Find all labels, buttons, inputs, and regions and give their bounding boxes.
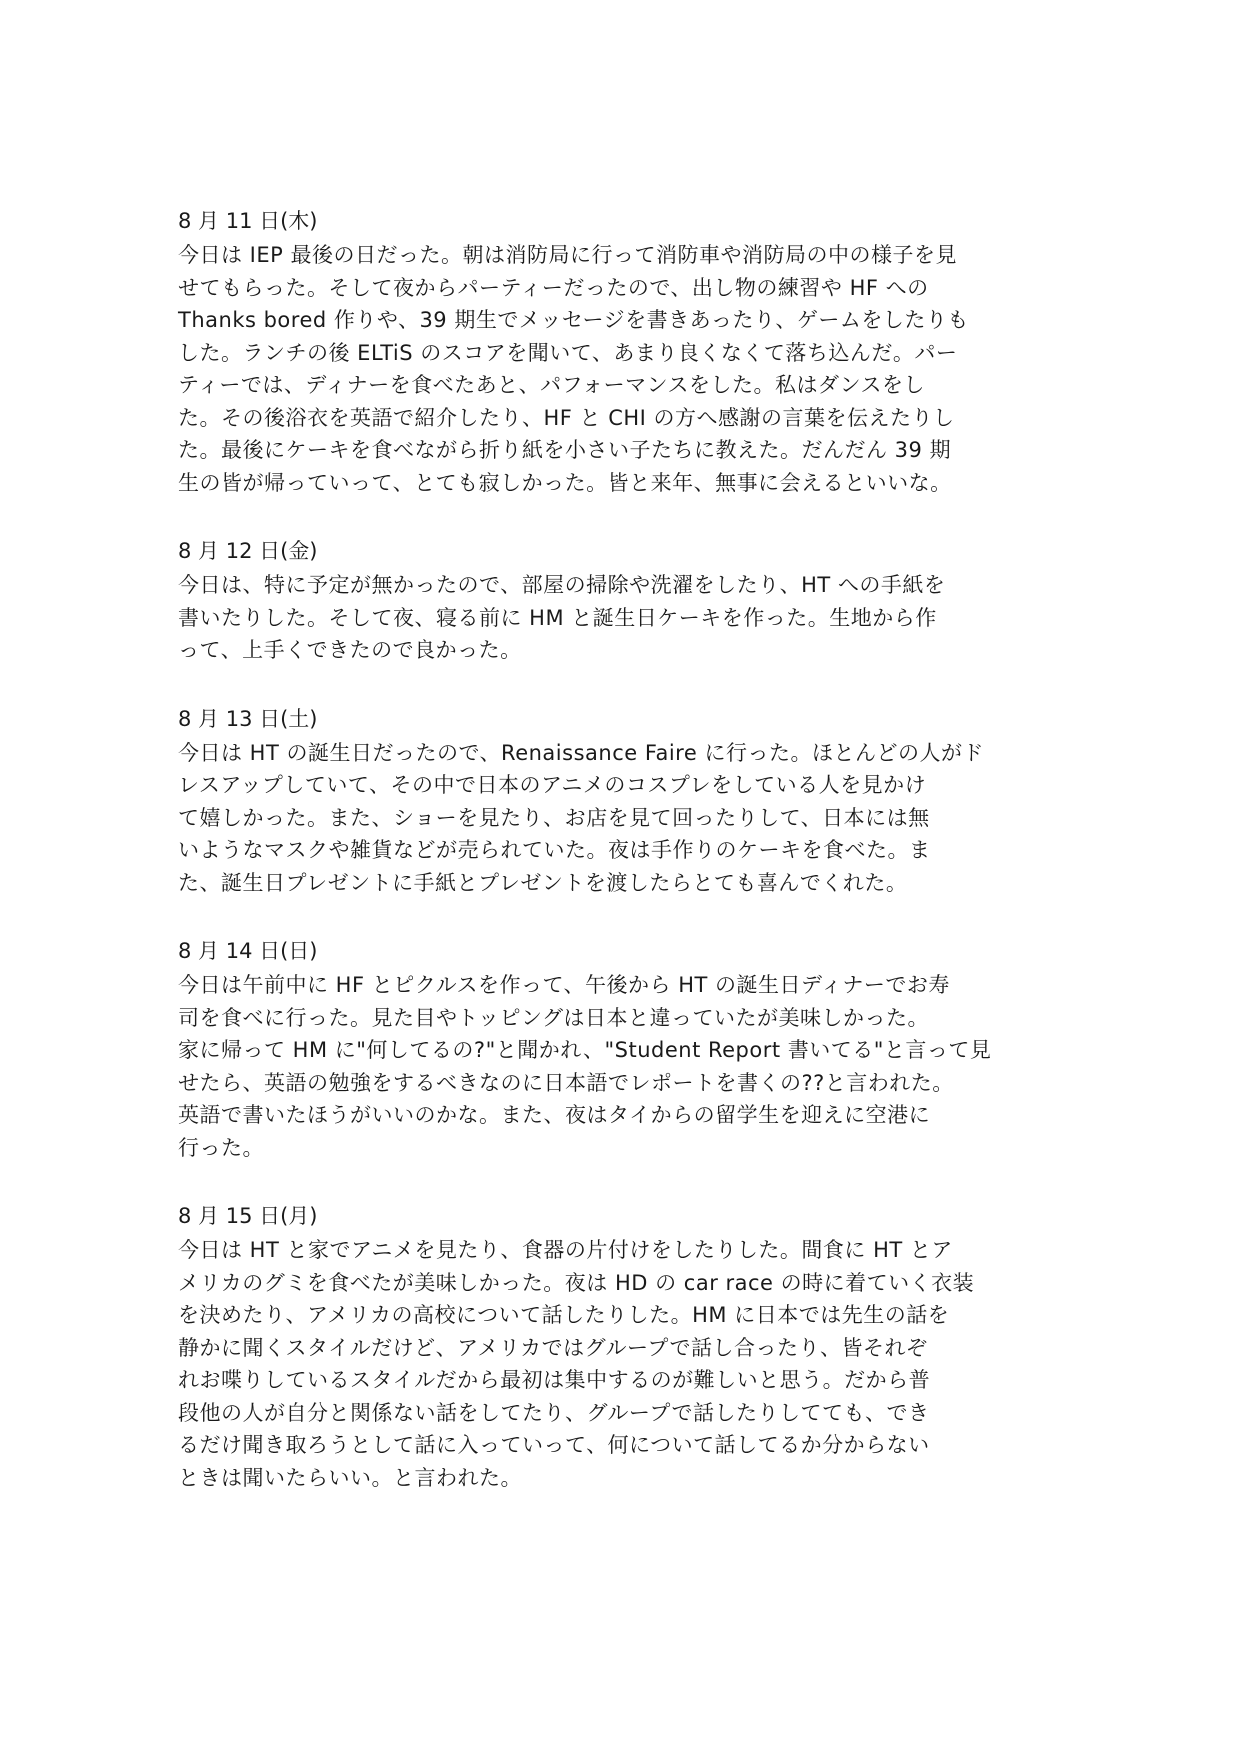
body-line: れお喋りしているスタイルだから最初は集中するのが難しいと思う。だから普 [178, 1368, 931, 1392]
entry-body [178, 1234, 1068, 1494]
entry-date: 8 月 12 日(金) [178, 539, 318, 563]
body-line: 行った。 [178, 1135, 264, 1160]
body-line: Thanks bored 作りや、39 期生でメッセージを書きあったり、ゲームをしたりも [178, 308, 969, 332]
body-line: て嬉しかった。また、ショーを見たり、お店を見て回ったりして、日本には無 [178, 805, 930, 830]
diary-entry-aug-13 [178, 705, 1068, 900]
body-line: た、誕生日プレゼントに手紙とプレゼントを渡したらとても喜んでくれた。 [178, 870, 908, 895]
body-line: 今日は午前中に HF とピクルスを作って、午後から HT の誕生日ディナーでお寿 [178, 973, 950, 997]
body-line: 家に帰って HM に"何してるの?"と聞かれ、"Student Report 書いてる"と言って見 [178, 1038, 992, 1062]
diary-entry-aug-14 [178, 937, 1068, 1164]
entry-date: 8 月 14 日(日) [178, 939, 318, 963]
body-line: 書いたりした。そして夜、寝る前に HM と誕生日ケーキを作った。生地から作 [178, 605, 937, 630]
diary-entry-aug-12 [178, 537, 1068, 667]
body-line: って、上手くできたので良かった。 [178, 638, 522, 662]
body-line: 生の皆が帰っていって、とても寂しかった。皆と来年、無事に会えるといいな。 [178, 470, 952, 495]
body-line: た。最後にケーキを食べながら折り紙を小さい子たちに教えた。だんだん 39 期 [178, 438, 952, 462]
body-line: 今日は、特に予定が無かったので、部屋の掃除や洗濯をしたり、HT への手紙を [178, 573, 946, 597]
entry-body [178, 969, 1068, 1164]
entry-date: 8 月 11 日(木) [178, 209, 318, 233]
body-line: せてもらった。そして夜からパーティーだったので、出し物の練習や HF への [178, 275, 929, 300]
body-line: 今日は HT の誕生日だったので、Renaissance Faire に行った。ほとんどの人がド [178, 740, 984, 765]
body-line: した。ランチの後 ELTiS のスコアを聞いて、あまり良くなくて落ち込んだ。パー [178, 340, 958, 365]
body-line: た。その後浴衣を英語で紹介したり、HF と CHI の方へ感謝の言葉を伝えたりし [178, 405, 955, 430]
entry-date: 8 月 13 日(土) [178, 706, 318, 731]
document-page [178, 207, 1068, 1532]
body-line: るだけ聞き取ろうとして話に入っていって、何について話してるか分からない [178, 1433, 930, 1457]
diary-entry-aug-15 [178, 1202, 1068, 1494]
diary-entry-aug-11 [178, 207, 1068, 499]
body-line: 今日は IEP 最後の日だった。朝は消防局に行って消防車や消防局の中の様子を見 [178, 243, 957, 267]
body-line: メリカのグミを食べたが美味しかった。夜は HD の car race の時に着ていく衣装 [178, 1270, 975, 1295]
body-line: 司を食べに行った。見た目やトッピングは日本と違っていたが美味しかった。 [178, 1005, 930, 1030]
body-line: 英語で書いたほうがいいのかな。また、夜はタイからの留学生を迎えに空港に [178, 1103, 931, 1127]
body-line: を決めたり、アメリカの高校について話したりした。HM に日本では先生の話を [178, 1303, 950, 1327]
body-line: 今日は HT と家でアニメを見たり、食器の片付けをしたりした。間食に HT とア [178, 1238, 953, 1262]
entry-body [178, 239, 1068, 499]
body-line: せたら、英語の勉強をするべきなのに日本語でレポートを書くの??と言われた。 [178, 1070, 954, 1095]
entry-body [178, 569, 1068, 667]
body-line: レスアップしていて、その中で日本のアニメのコスプレをしている人を見かけ [178, 773, 927, 797]
body-line: ときは聞いたらいい。と言われた。 [178, 1465, 522, 1490]
body-line: 段他の人が自分と関係ない話をしてたり、グループで話したりしてても、でき [178, 1400, 930, 1425]
body-line: ティーでは、ディナーを食べたあと、パフォーマンスをした。私はダンスをし [178, 373, 926, 397]
entry-body [178, 737, 1068, 900]
entry-date: 8 月 15 日(月) [178, 1204, 318, 1228]
body-line: いようなマスクや雑貨などが売られていた。夜は手作りのケーキを食べた。ま [178, 838, 931, 862]
body-line: 静かに聞くスタイルだけど、アメリカではグループで話し合ったり、皆それぞ [178, 1335, 928, 1360]
